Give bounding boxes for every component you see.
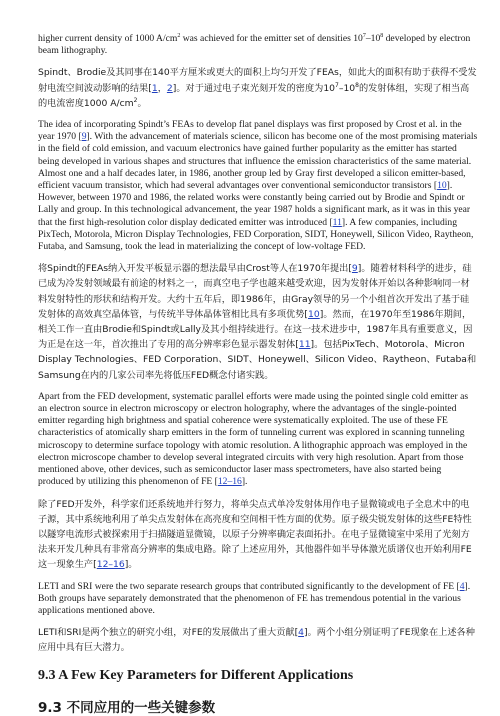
paragraph-electron-microscopy-zh — [38, 497, 478, 573]
paragraph-current-density-en — [38, 33, 478, 57]
text-run: The idea of incorporating Spindt’s FEAs to develop flat panel displays was first proposed by Crost et al. in the year 1970 [ — [38, 119, 462, 143]
text-run: was achieved for the emitter set of densities 10 — [180, 33, 363, 44]
text-run: LETI和SRI是两个独立的研究小组，对FE的发展做出了重大贡献[ — [38, 627, 299, 639]
superscript: 7 — [335, 81, 339, 89]
citation-link[interactable]: 10 — [437, 180, 447, 192]
paragraph-current-density-zh — [38, 65, 478, 111]
citation-link[interactable]: 9 — [351, 263, 358, 275]
citation-link[interactable]: 9 — [81, 131, 87, 143]
citation-link[interactable]: 1 — [151, 82, 158, 94]
text-run: ]。随着材料科学的进步，硅已成为冷发射领域最有前途的材料之一，而真空电子学也越来越受欢迎，因为发射体开始以各种影响同一材料发射特性的形状和结构开发。大约十五年后，即1986年，由Gray领导的另一个小组首次开发出了基于硅发射体的高效真空晶体管，与传统半导体晶体管相比具有多项优势[ — [38, 263, 472, 320]
paragraph-electron-microscopy-en — [38, 391, 478, 489]
text-run: 的发射体组，实现了相当高的电流密度1000 A/cm — [38, 82, 470, 109]
text-run: Apart from the FED development, systematic parallel efforts were made using the pointed single cold emitter as an electron source in electron microscopy or electron holography, where the advantages of the single-pointed emitter regarding high brightness and spatial coherence were systematically exploited. The use of these FE characteristics of atomically sharp emitters in the form of tunneling current was explored in scanning tunneling microscopy to determine surface topology with atomic resolution. A lithographic approach was employed in the electron microscope chamber to develop several integrated circuits with very high resolution. Apart from those mentioned above, other devices, such as semiconductor laser mass spectrometers, have also started being produced by utilizing this phenomenon of FE [ — [38, 390, 469, 488]
document-page — [38, 33, 478, 716]
text-run: 将Spindt的FEAs纳入开发平板显示器的想法最早由Crost等人在1970年提出[ — [38, 263, 352, 275]
text-run: ]. However, between 1970 and 1986, the related works were constantly being carried out by Brodie and Spindt or Lally and group. In this technological advancement, the year 1987 holds a significant mark, as it was in this year that the first high-resolution color display dedicated emitter was introduced [ — [38, 180, 471, 228]
citation-link[interactable]: 11 — [298, 339, 311, 351]
text-run: ]。 — [124, 559, 138, 571]
text-run: higher current density of 1000 A/cm — [38, 33, 178, 44]
text-run: 除了FED开发外，科学家们还系统地并行努力，将单尖点式单冷发射体用作电子显微镜或电子全息术中的电子源，其中系统地利用了单尖点发射体在高亮度和空间相干性方面的优势。原子级尖锐发射体的这些FE特性以隧穿电流形式被探索用于扫描隧道显微镜，以原子分辨率确定表面拓扑。在电子显微镜室中采用了光刻方法来开发几种具有非常高分辨率的集成电路。除了上述应用外，其他器件如半导体激光质谱仪也开始利用FE这一现象生产[ — [38, 498, 472, 571]
text-run: Spindt、Brodie及其同事在140平方厘米或更大的面积上均匀开发了FEAs，如此大的面积有助于获得不受发射电流空间波动影响的结果[ — [38, 67, 477, 94]
superscript: 2 — [177, 32, 181, 39]
text-run: 。 — [137, 97, 147, 109]
citation-link[interactable]: 2 — [166, 82, 173, 94]
text-run: ]. — [241, 476, 248, 488]
text-run: developed by electron beam lithography. — [38, 33, 471, 57]
citation-link[interactable]: 4 — [459, 580, 465, 592]
superscript: 2 — [133, 96, 138, 104]
citation-link[interactable]: 10 — [308, 308, 320, 320]
citation-link[interactable]: 11 — [332, 216, 342, 228]
text-run: ]. With the advancement of materials science, silicon has become one of the most promising materials in the field of cold emission, and vacuum electronics have gained further popularity as the emitter has started being developed in various shapes and structures that influence the emission characteristics of the same material. Almost one and a half decades later, in 1986, another group led by Gray first developed a silicon emitter-based, efficient vacuum transistor, which had several advantages over conventional semiconductor transistors [ — [38, 131, 478, 192]
superscript: 8 — [380, 32, 384, 39]
paragraph-fed-history-zh — [38, 261, 478, 383]
citation-link[interactable]: 12–16 — [96, 559, 125, 571]
text-run: ]。包括PixTech、Motorola、Micron Display Technologies、FED Corporation、SIDT、Honeywell、Silicon Video、Raytheon、Futaba和Samsung在内的几家公司率先将低压FED概念付诸实践。 — [38, 339, 477, 381]
section-heading-en: 9.3 A Few Key Parameters for Different Applications — [38, 667, 354, 683]
text-run: ]. A few companies, including PixTech, Motorola, Micron Display Technologies, FED Corporation, SIDT, Honeywell, Silicon Video, Raytheon, Futaba, and Samsung, took the lead in materializing the concept of low-voltage FED. — [38, 216, 474, 253]
superscript: 7 — [362, 32, 366, 39]
text-run: ]。两个小组分别证明了FE现象在上述各种应用中具有巨大潜力。 — [38, 627, 475, 654]
citation-link[interactable]: 4 — [298, 627, 305, 639]
text-run: ]. Both groups have separately demonstrated that the phenomenon of FE has tremendous potential in the various applications mentioned above. — [38, 580, 471, 616]
superscript: 8 — [355, 81, 359, 89]
text-run: LETI and SRI were the two separate research groups that contributed significantly to the development of FE [ — [38, 580, 460, 592]
text-run: –10 — [365, 33, 381, 44]
text-run: ]。然而，在1970年至1986年期间，相关工作一直由Brodie和Spindt或Lally及其小组持续进行。在这一技术进步中，1987年具有重要意义，因为正是在这一年，首次推出了专用的高分辨率彩色显示器发射体[ — [38, 308, 473, 351]
text-run: –10 — [338, 82, 356, 94]
text-run: ]。对于通过电子束光刻开发的密度为10 — [172, 82, 336, 94]
section-heading-zh: 9.3 不同应用的一些关键参数 — [38, 699, 216, 716]
text-run: ， — [157, 82, 167, 94]
citation-link[interactable]: 12–16 — [217, 476, 242, 488]
paragraph-leti-sri-zh — [38, 625, 478, 655]
paragraph-leti-sri-en — [38, 581, 478, 618]
paragraph-fed-history-en — [38, 119, 478, 253]
